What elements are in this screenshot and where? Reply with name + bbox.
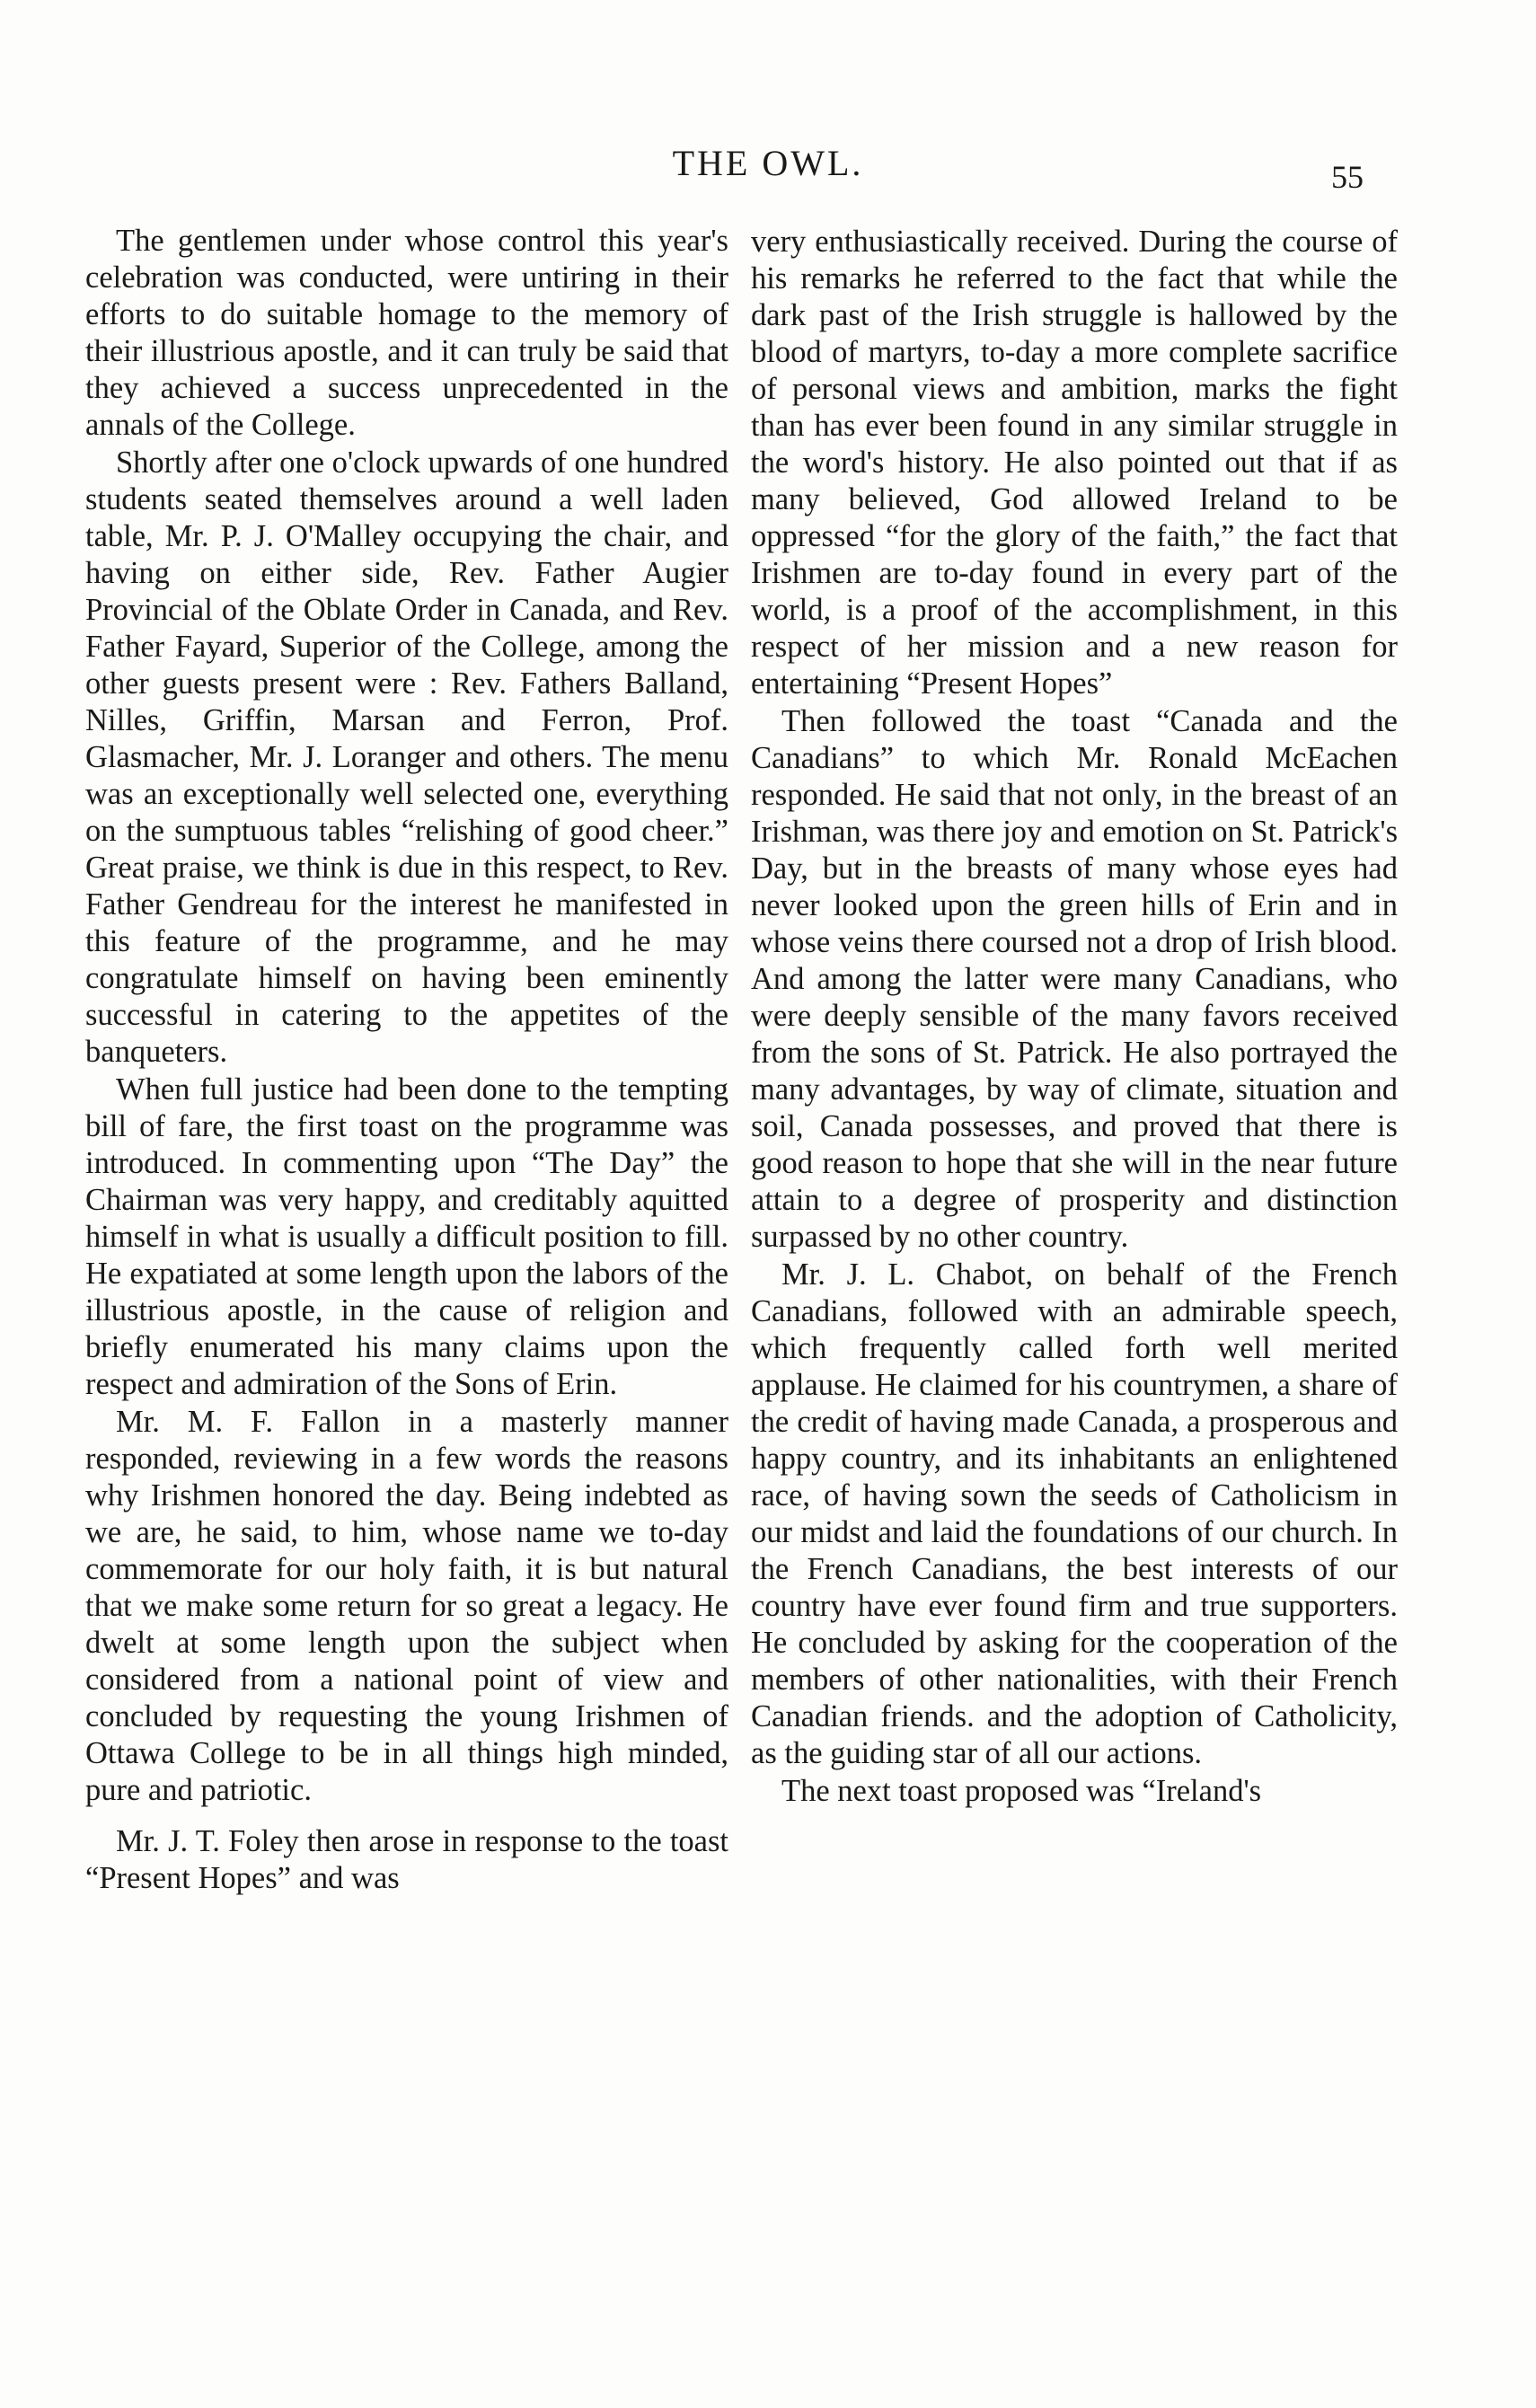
paragraph: Mr. M. F. Fallon in a masterly manner responded, reviewing in a few words the reasons why Irishmen honored the day. Being indebted as we are, he said, to him, whose name we to-day commemorate for our holy faith, it is but natural that we make some return for so great a legacy. He dwelt at some length upon the subject when considered from a national point of view and concluded by requesting the young Irishmen of Ottawa College to be in all things high minded, pure and patriotic. — [85, 1405, 728, 1807]
running-title: THE OWL. — [672, 143, 864, 183]
paragraph: The gentlemen under whose control this year's celebration was conducted, were untiring in their efforts to do suitable homage to the memory of their illustrious apostle, and it can truly be said that they achieved a success unprecedented in the annals of the College. — [85, 224, 728, 442]
paragraph: Mr. J. T. Foley then arose in response to the toast “Present Hopes” and was — [85, 1824, 728, 1895]
paragraph: Shortly after one o'clock upwards of one hundred students seated themselves around a well laden table, Mr. P. J. O'Malley occupying the chair, and having on either side, Rev. Father Augier Provincial of the Oblate Order in Canada, and Rev. Father Fayard, Superior of the College, among the other guests present were : Rev. Fathers Balland, Nilles, Griffin, Marsan and Ferron, Prof. Glasmacher, Mr. J. Loranger and others. The menu was an exceptionally well selected one, everything on the sumptuous tables “relishing of good cheer.” Great praise, we think is due in this respect, to Rev. Father Gendreau for the interest he manifested in this feature of the programme, and he may congratulate himself on having been eminently successful in catering to the appetites of the banqueters. — [85, 445, 728, 1069]
paragraph: The next toast proposed was “Ireland's — [781, 1774, 1262, 1808]
paragraph: When full justice had been done to the tempting bill of fare, the first toast on the programme was introduced. In commenting upon “The Day” the Chairman was very happy, and creditably aquitted himself in what is usually a difficult position to fill. He expatiated at some length upon the labors of the illustrious apostle, in the cause of religion and briefly enumerated his many claims upon the respect and admiration of the Sons of Erin. — [85, 1072, 728, 1401]
right-column — [751, 224, 1398, 1810]
paragraph: Then followed the toast “Canada and the Canadians” to which Mr. Ronald McEachen responded. He said that not only, in the breast of an Irishman, was there joy and emotion on St. Patrick's Day, but in the breasts of many whose eyes had never looked upon the green hills of Erin and in whose veins there coursed not a drop of Irish blood. And among the latter were many Canadians, who were deeply sensible of the many favors received from the sons of St. Patrick. He also portrayed the many advantages, by way of climate, situation and soil, Canada possesses, and proved that there is good reason to hope that she will in the near future attain to a degree of prosperity and distinction surpassed by no other country. — [751, 704, 1398, 1254]
paragraph: Mr. J. L. Chabot, on behalf of the French Canadians, followed with an admirable speech, which frequently called forth well merited applause. He claimed for his countrymen, a share of the credit of having made Canada, a prosperous and happy country, and its inhabitants an enlightened race, of having sown the seeds of Catholicism in our midst and laid the foundations of our church. In the French Canadians, the best interests of our country have ever found firm and true supporters. He concluded by asking for the cooperation of the members of other nationalities, with their French Canadian friends. and the adoption of Catholicity, as the guiding star of all our actions. — [751, 1257, 1398, 1770]
page-number: 55 — [1331, 159, 1364, 195]
left-column — [85, 223, 728, 1897]
paragraph: very enthusiastically received. During the course of his remarks he referred to the fact that while the dark past of the Irish struggle is hallowed by the blood of martyrs, to-day a more complete sacrifice of personal views and ambition, marks the fight than has ever been found in any similar struggle in the word's history. He also pointed out that if as many believed, God allowed Ireland to be oppressed “for the glory of the faith,” the fact that Irishmen are to-day found in every part of the world, is a proof of the accomplishment, in this respect of her mission and a new reason for entertaining “Present Hopes” — [751, 225, 1398, 701]
